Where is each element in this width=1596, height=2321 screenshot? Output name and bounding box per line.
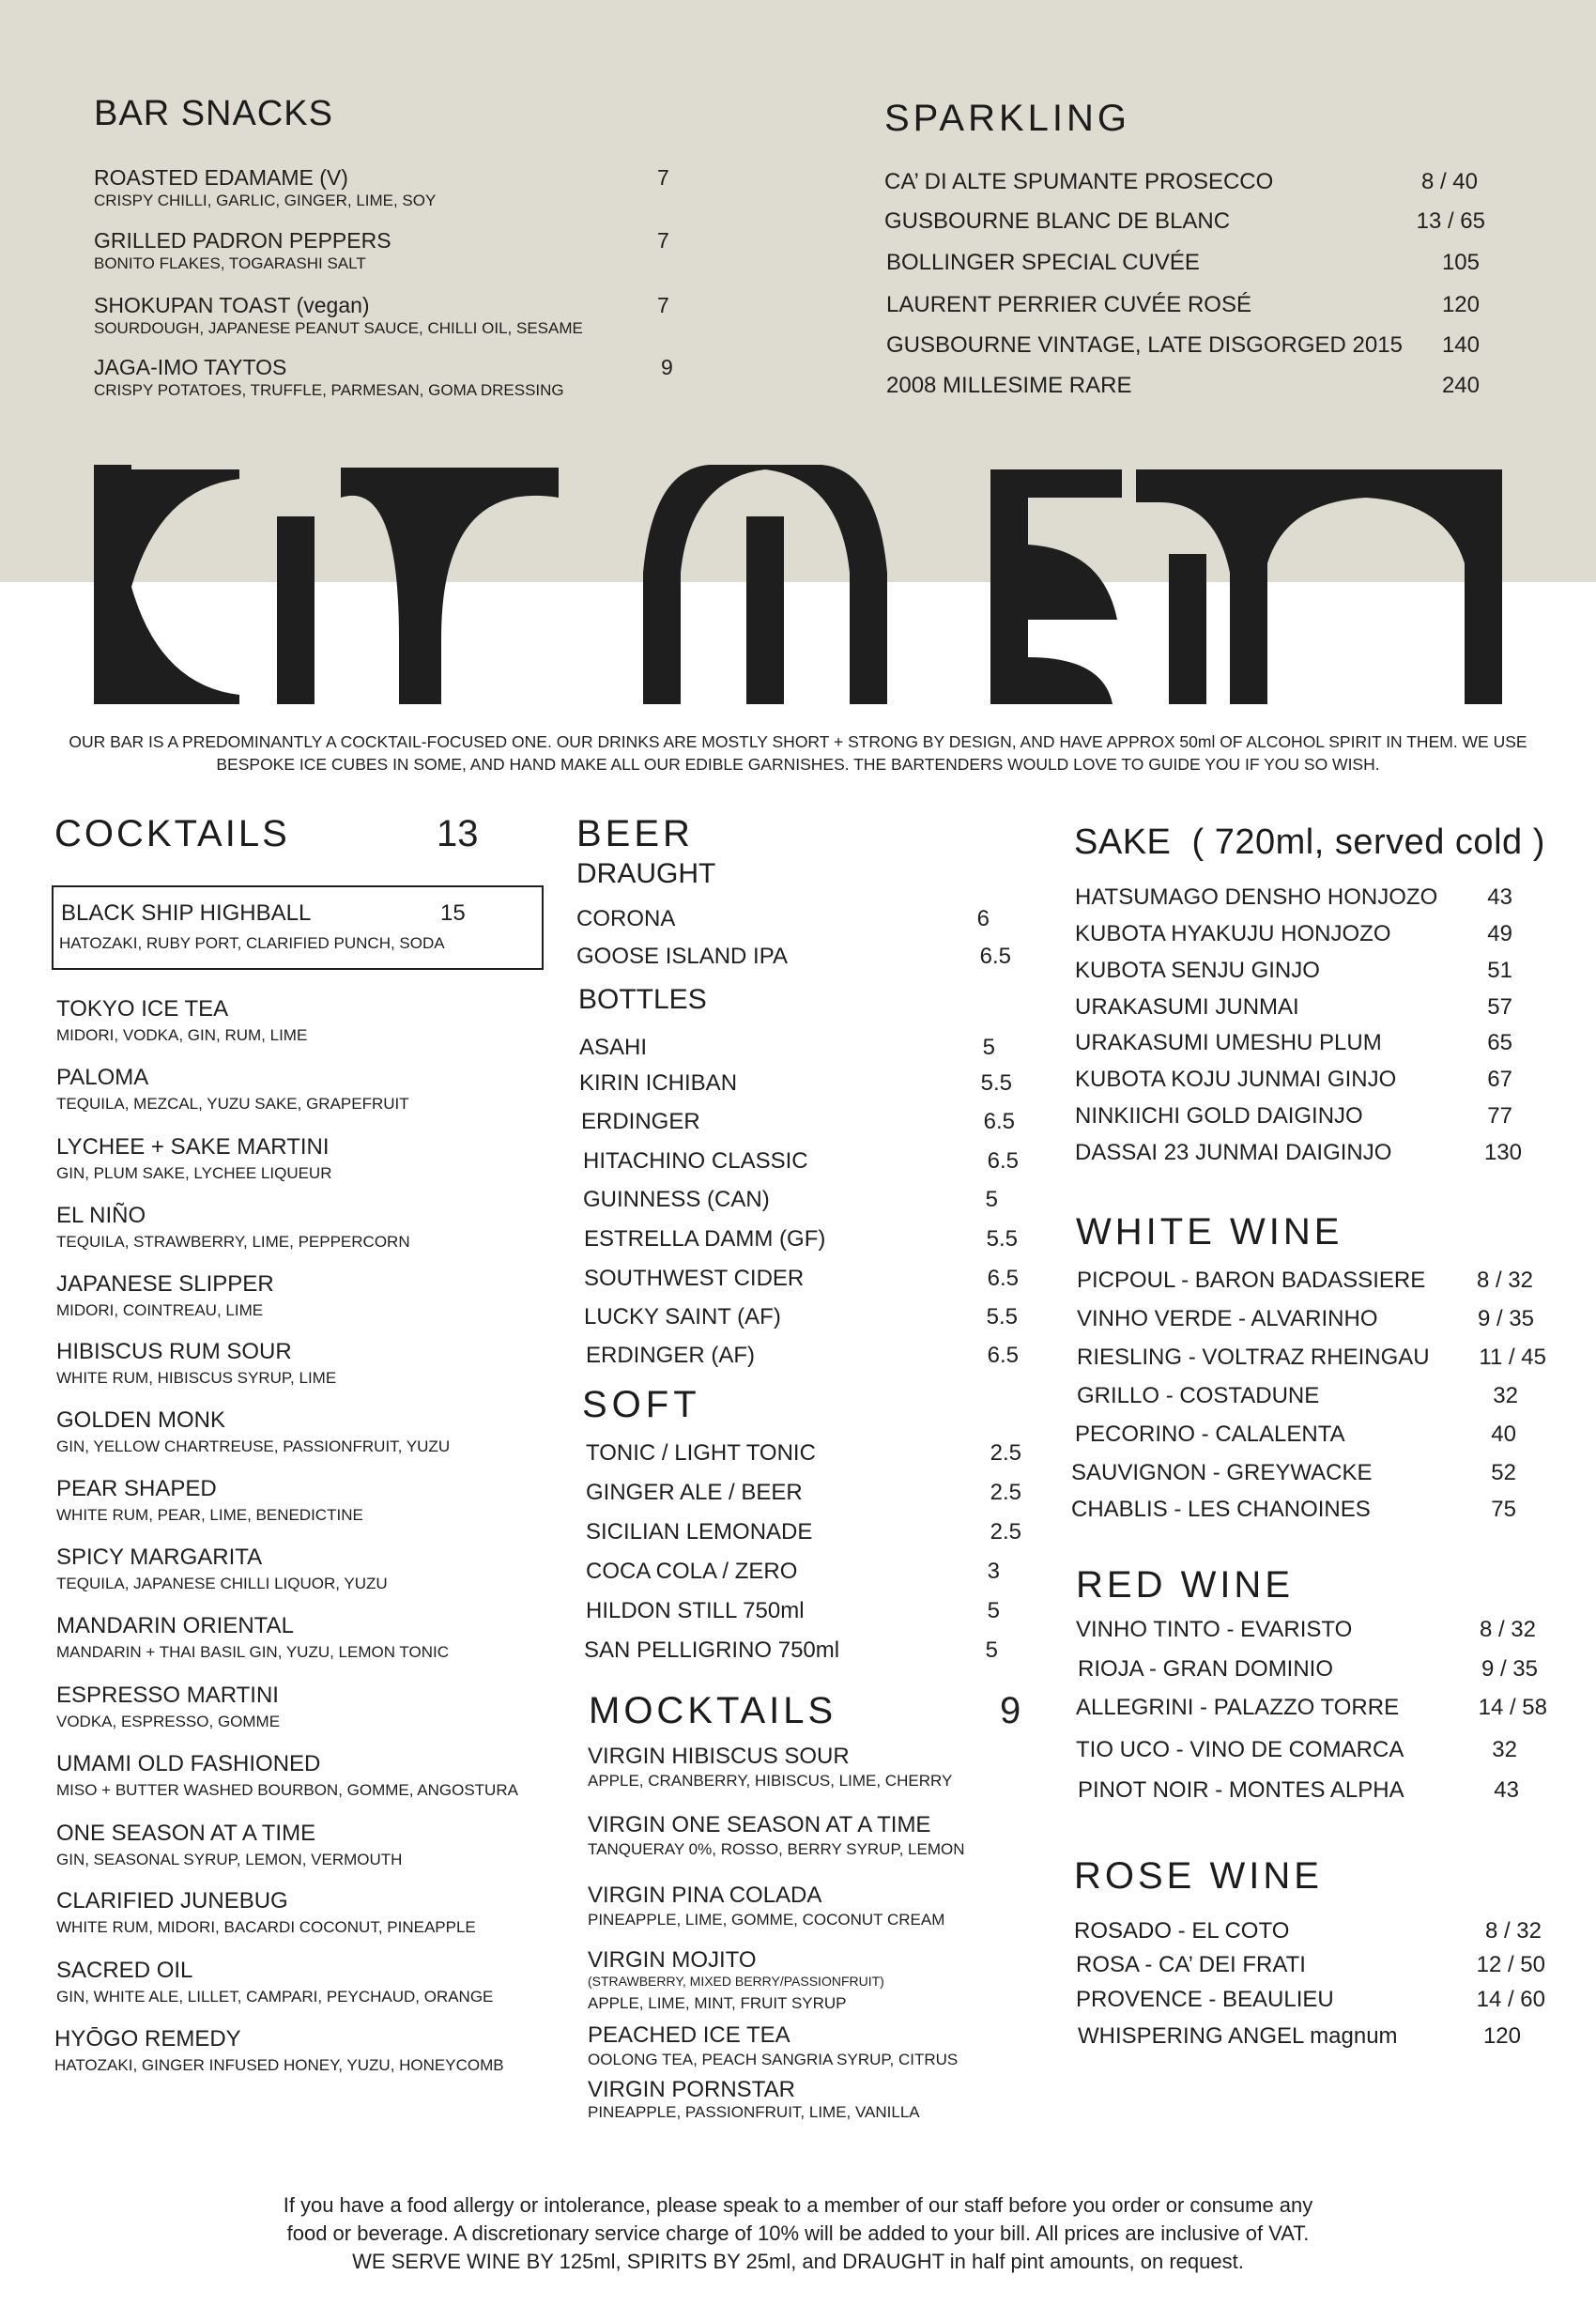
logo-letter-t1-right (399, 468, 559, 704)
item-name: GUINNESS (CAN) (583, 1187, 770, 1212)
item-name: VIRGIN ONE SEASON AT A TIME (588, 1812, 931, 1837)
list-item (1077, 1383, 1518, 1419)
list-item (583, 1148, 1019, 1186)
item-name: JAPANESE SLIPPER (56, 1271, 274, 1297)
logo-letter-e-middle (1028, 545, 1117, 620)
logo-letter-t2-stem (746, 516, 784, 704)
list-item (584, 1226, 1018, 1264)
item-description: BONITO FLAKES, TOGARASHI SALT (94, 254, 366, 272)
item-name: ROSA - CA’ DEI FRATI (1076, 1952, 1306, 1977)
item-name: 2008 MILLESIME RARE (886, 373, 1132, 398)
item-price: 8 / 32 (1476, 1268, 1533, 1293)
item-name: KUBOTA SENJU GINJO (1075, 958, 1320, 983)
list-item (56, 1339, 582, 1405)
item-name: VIRGIN PORNSTAR (588, 2077, 795, 2102)
item-price: 67 (1487, 1067, 1512, 1092)
item-description: GIN, WHITE ALE, LILLET, CAMPARI, PEYCHAUD, ORANGE (56, 1988, 494, 2006)
item-price: 105 (1441, 250, 1480, 275)
item-price: 52 (1491, 1460, 1516, 1485)
item-name: HILDON STILL 750ml (586, 1598, 805, 1623)
item-name: HITACHINO CLASSIC (583, 1148, 808, 1174)
item-price: 32 (1492, 1737, 1517, 1762)
item-price: 11 / 45 (1479, 1345, 1546, 1370)
list-item (94, 228, 676, 284)
item-description: WHITE RUM, MIDORI, BACARDI COCONUT, PINEAPPLE (56, 1918, 476, 1936)
list-item (1075, 884, 1512, 920)
item-price: 57 (1487, 994, 1512, 1020)
item-name: CLARIFIED JUNEBUG (56, 1888, 288, 1914)
item-name: PEAR SHAPED (56, 1476, 217, 1501)
cocktails-title: COCKTAILS (54, 813, 290, 854)
list-item (1074, 1918, 1542, 1954)
item-name: CHABLIS - LES CHANOINES (1071, 1497, 1371, 1522)
list-item (56, 1271, 582, 1337)
item-name: KUBOTA HYAKUJU HONJOZO (1075, 921, 1391, 946)
item-name: ROASTED EDAMAME (V) (94, 165, 348, 190)
rose-wine-title: ROSE WINE (1074, 1855, 1323, 1897)
soft-title: SOFT (582, 1384, 701, 1425)
list-item (1076, 1952, 1545, 1988)
item-name: ERDINGER (581, 1109, 700, 1134)
item-name: ALLEGRINI - PALAZZO TORRE (1076, 1695, 1400, 1720)
item-price: 14 / 60 (1476, 1987, 1545, 2012)
logo-letter-e-top (1028, 469, 1122, 498)
item-name: TONIC / LIGHT TONIC (586, 1440, 816, 1466)
item-name: ESTRELLA DAMM (GF) (584, 1226, 826, 1252)
list-item (588, 1947, 1076, 2015)
item-name: VIRGIN PINA COLADA (588, 1883, 822, 1908)
list-item (884, 169, 1478, 207)
item-description: PINEAPPLE, LIME, GOMME, COCONUT CREAM (588, 1911, 945, 1929)
item-name: SPICY MARGARITA (56, 1545, 263, 1570)
item-description: APPLE, LIME, MINT, FRUIT SYRUP (588, 1994, 847, 2012)
list-item (586, 1519, 1021, 1557)
item-name: PEACHED ICE TEA (588, 2022, 790, 2048)
item-name: KUBOTA KOJU JUNMAI GINJO (1075, 1067, 1397, 1092)
item-description: TEQUILA, JAPANESE CHILLI LIQUOR, YUZU (56, 1575, 388, 1592)
logo-letter-k-upper (131, 469, 239, 587)
list-item (584, 1637, 998, 1675)
list-item (581, 1109, 1015, 1146)
list-item (1076, 1695, 1547, 1730)
list-item (1075, 1030, 1512, 1066)
list-item (586, 1440, 1021, 1478)
list-item (56, 1545, 582, 1610)
list-item (1077, 1268, 1533, 1303)
item-price: 7 (657, 228, 669, 253)
list-item (886, 332, 1480, 370)
list-item (586, 1343, 1019, 1380)
item-price: 13 / 65 (1416, 208, 1485, 234)
item-price: 240 (1441, 373, 1480, 398)
item-name: TOKYO ICE TEA (56, 996, 229, 1022)
item-name: SICILIAN LEMONADE (586, 1519, 813, 1545)
footer-notice (141, 2191, 1455, 2276)
item-name: PECORINO - CALALENTA (1075, 1422, 1345, 1447)
item-price: 5.5 (986, 1304, 1018, 1330)
item-name: VINHO VERDE - ALVARINHO (1077, 1306, 1378, 1331)
item-description: CRISPY CHILLI, GARLIC, GINGER, LIME, SOY (94, 192, 437, 209)
item-price: 12 / 50 (1476, 1952, 1545, 1977)
item-description: GIN, PLUM SAKE, LYCHEE LIQUEUR (56, 1164, 332, 1182)
list-item (56, 1134, 582, 1200)
item-price: 120 (1482, 2023, 1521, 2049)
item-name: SACRED OIL (56, 1958, 193, 1983)
item-name: ERDINGER (AF) (586, 1343, 755, 1368)
list-item (56, 1613, 582, 1679)
logo-letter-i (277, 516, 315, 704)
item-name: SHOKUPAN TOAST (vegan) (94, 293, 370, 317)
red-wine-title: RED WINE (1076, 1564, 1294, 1606)
item-name: UMAMI OLD FASHIONED (56, 1751, 321, 1776)
item-description: SOURDOUGH, JAPANESE PEANUT SAUCE, CHILLI OIL, SESAME (94, 319, 583, 337)
item-name: MANDARIN ORIENTAL (56, 1613, 294, 1638)
item-name: GRILLED PADRON PEPPERS (94, 228, 391, 253)
item-price: 65 (1487, 1030, 1512, 1055)
mocktails-price: 9 (1000, 1690, 1021, 1731)
list-item (54, 2026, 580, 2092)
item-name: SOUTHWEST CIDER (584, 1266, 805, 1291)
kitten-logo (89, 460, 1507, 714)
item-price: 6.5 (979, 944, 1011, 969)
item-name: GUSBOURNE BLANC DE BLANC (884, 208, 1231, 234)
item-description: MIDORI, COINTREAU, LIME (56, 1301, 264, 1319)
item-description: MIDORI, VODKA, GIN, RUM, LIME (56, 1026, 308, 1044)
sake-title: SAKE ( 720ml, served cold ) (1074, 822, 1545, 862)
item-name: URAKASUMI UMESHU PLUM (1075, 1030, 1382, 1055)
item-name: GOOSE ISLAND IPA (576, 944, 788, 969)
list-item (884, 208, 1485, 246)
item-price: 43 (1487, 884, 1512, 910)
item-name: DASSAI 23 JUNMAI DAIGINJO (1075, 1140, 1392, 1165)
item-price: 2.5 (990, 1440, 1021, 1466)
item-name: GUSBOURNE VINTAGE, LATE DISGORGED 2015 (886, 332, 1403, 358)
intro-text: OUR BAR IS A PREDOMINANTLY A COCKTAIL-FOCUSED ONE. OUR DRINKS ARE MOSTLY SHORT + STRONG BY DESIGN, AND HAVE APPROX 50ml OF ALCOHOL SPIRIT IN THEM. WE USE BESPOKE ICE CUBES IN SOME, AND HAND MAKE ALL OUR EDIBLE GARNISHES. THE BARTENDERS WOULD LOVE TO GUIDE YOU IF YOU SO WISH. (69, 732, 1527, 774)
item-name: URAKASUMI JUNMAI (1075, 994, 1299, 1020)
list-item (886, 250, 1480, 287)
item-description: TEQUILA, STRAWBERRY, LIME, PEPPERCORN (56, 1233, 410, 1251)
item-price: 51 (1487, 958, 1512, 983)
item-name: ONE SEASON AT A TIME (56, 1821, 316, 1846)
item-name: GRILLO - COSTADUNE (1077, 1383, 1320, 1408)
item-description: OOLONG TEA, PEACH SANGRIA SYRUP, CITRUS (588, 2051, 959, 2068)
item-description: TEQUILA, MEZCAL, YUZU SAKE, GRAPEFRUIT (56, 1095, 409, 1113)
item-price: 6.5 (983, 1109, 1015, 1134)
list-item (586, 1598, 1000, 1636)
list-item (886, 373, 1480, 410)
item-name: CA’ DI ALTE SPUMANTE PROSECCO (884, 169, 1274, 194)
item-price: 32 (1493, 1383, 1518, 1408)
item-price: 14 / 58 (1478, 1695, 1547, 1720)
item-price: 5 (985, 1187, 998, 1212)
item-price: 5 (982, 1035, 995, 1060)
item-note: (STRAWBERRY, MIXED BERRY/PASSIONFRUIT) (588, 1974, 884, 1989)
item-name: VIRGIN HIBISCUS SOUR (588, 1744, 850, 1769)
item-price: 2.5 (990, 1519, 1021, 1545)
item-name: COCA COLA / ZERO (586, 1559, 798, 1584)
list-item (1077, 1306, 1534, 1342)
item-price: 8 / 32 (1484, 1918, 1542, 1944)
item-description: HATOZAKI, GINGER INFUSED HONEY, YUZU, HONEYCOMB (54, 2056, 504, 2074)
logo-letter-k-lower (131, 587, 239, 704)
list-item (1075, 1422, 1516, 1457)
item-name: NINKIICHI GOLD DAIGINJO (1075, 1103, 1363, 1129)
item-description: GIN, YELLOW CHARTREUSE, PASSIONFRUIT, YUZU (56, 1437, 451, 1455)
item-name: ESPRESSO MARTINI (56, 1683, 279, 1708)
item-price: 7 (657, 293, 669, 317)
item-price: 40 (1491, 1422, 1516, 1447)
item-name: GINGER ALE / BEER (586, 1480, 803, 1505)
item-price: 9 / 35 (1477, 1306, 1534, 1331)
item-name: KIRIN ICHIBAN (579, 1070, 738, 1096)
item-price: 140 (1441, 332, 1480, 358)
item-price: 6.5 (987, 1343, 1019, 1368)
list-item (1071, 1497, 1516, 1532)
list-item (56, 1683, 582, 1748)
item-name: EL NIÑO (56, 1203, 146, 1228)
footer-line: food or beverage. A discretionary service charge of 10% will be added to your bill. All prices are inclusive of VAT. (286, 2221, 1310, 2245)
item-description: TANQUERAY 0%, ROSSO, BERRY SYRUP, LEMON (588, 1840, 965, 1858)
mocktails-title: MOCKTAILS (589, 1690, 837, 1731)
item-description: WHITE RUM, PEAR, LIME, BENEDICTINE (56, 1506, 363, 1524)
list-item (576, 944, 1011, 981)
list-item (1078, 2023, 1521, 2059)
logo-letter-e-stem (990, 469, 1028, 704)
list-item (56, 996, 582, 1062)
item-name: RIOJA - GRAN DOMINIO (1078, 1656, 1334, 1682)
list-item (579, 1035, 995, 1072)
footer-line: WE SERVE WINE BY 125ml, SPIRITS BY 25ml, and DRAUGHT in half pint amounts, on request. (352, 2250, 1244, 2273)
list-item (584, 1266, 1019, 1303)
item-price: 77 (1487, 1103, 1512, 1129)
logo-letter-n-stem (1169, 554, 1206, 704)
bottles-subtitle: BOTTLES (578, 984, 707, 1015)
item-price: 6 (976, 906, 990, 931)
item-price: 5.5 (980, 1070, 1012, 1096)
item-description: PINEAPPLE, PASSIONFRUIT, LIME, VANILLA (588, 2103, 920, 2121)
draught-subtitle: DRAUGHT (576, 858, 716, 889)
item-price: 49 (1487, 921, 1512, 946)
item-name: HYŌGO REMEDY (54, 2026, 241, 2052)
list-item (886, 292, 1480, 330)
list-item (1071, 1460, 1516, 1496)
list-item (56, 1065, 582, 1130)
item-price: 130 (1483, 1140, 1522, 1165)
list-item (1078, 1656, 1538, 1692)
item-price: 120 (1441, 292, 1480, 317)
item-name: VINHO TINTO - EVARISTO (1076, 1617, 1353, 1642)
list-item (579, 1070, 1012, 1108)
item-name: LYCHEE + SAKE MARTINI (56, 1134, 330, 1160)
white-wine-title: WHITE WINE (1076, 1211, 1343, 1253)
list-item (56, 1751, 582, 1817)
item-price: 9 / 35 (1481, 1656, 1538, 1682)
item-name: PALOMA (56, 1065, 149, 1090)
item-description: VODKA, ESPRESSO, GOMME (56, 1713, 281, 1730)
item-name: PINOT NOIR - MONTES ALPHA (1078, 1777, 1404, 1803)
list-item (588, 2077, 1076, 2143)
list-item (56, 1958, 582, 2023)
item-price: 8 / 32 (1479, 1617, 1536, 1642)
item-description: GIN, SEASONAL SYRUP, LEMON, VERMOUTH (56, 1851, 403, 1868)
logo-letter-k-stem (94, 465, 131, 704)
list-item (56, 1203, 582, 1268)
list-item (94, 165, 676, 222)
item-name: LUCKY SAINT (AF) (584, 1304, 781, 1330)
item-price: 6.5 (987, 1148, 1019, 1174)
list-item (1075, 1067, 1512, 1102)
list-item (584, 1304, 1018, 1342)
item-price: 8 / 40 (1420, 169, 1478, 194)
list-item (1076, 1737, 1517, 1773)
list-item (94, 355, 676, 411)
item-price: 15 (440, 900, 466, 926)
item-description: HATOZAKI, RUBY PORT, CLARIFIED PUNCH, SODA (59, 934, 445, 952)
cocktails-price: 13 (437, 813, 479, 854)
item-price: 5 (987, 1598, 1000, 1623)
item-name: PICPOUL - BARON BADASSIERE (1077, 1268, 1426, 1293)
item-name: WHISPERING ANGEL magnum (1078, 2023, 1398, 2049)
item-name: TIO UCO - VINO DE COMARCA (1076, 1737, 1404, 1762)
item-description: MISO + BUTTER WASHED BOURBON, GOMME, ANGOSTURA (56, 1781, 518, 1799)
item-name: RIESLING - VOLTRAZ RHEINGAU (1077, 1345, 1430, 1370)
item-name: LAURENT PERRIER CUVÉE ROSÉ (886, 292, 1251, 317)
item-name: SAUVIGNON - GREYWACKE (1071, 1460, 1373, 1485)
list-item (588, 1883, 1076, 1948)
item-name: CORONA (576, 906, 676, 931)
featured-cocktail (52, 885, 544, 970)
item-name: PROVENCE - BEAULIEU (1076, 1987, 1334, 2012)
beer-title: BEER (576, 813, 694, 854)
list-item (588, 1744, 1076, 1809)
list-item (1075, 994, 1512, 1030)
item-price: 75 (1491, 1497, 1516, 1522)
item-description: APPLE, CRANBERRY, HIBISCUS, LIME, CHERRY (588, 1772, 953, 1790)
item-name: VIRGIN MOJITO (588, 1947, 757, 1973)
list-item (1078, 1777, 1519, 1813)
list-item (576, 906, 990, 944)
item-name: ROSADO - EL COTO (1074, 1918, 1290, 1944)
sparkling-title: SPARKLING (884, 98, 1130, 139)
list-item (1075, 1140, 1522, 1176)
item-name: GOLDEN MONK (56, 1407, 226, 1433)
list-item (586, 1559, 1000, 1596)
list-item (56, 1821, 582, 1886)
list-item (1076, 1987, 1545, 2022)
list-item (1075, 1103, 1512, 1139)
item-price: 9 (661, 355, 673, 379)
item-price: 3 (987, 1559, 1000, 1584)
list-item (1075, 921, 1512, 957)
footer-line: If you have a food allergy or intolerance, please speak to a member of our staff before you order or consume any (283, 2193, 1313, 2217)
item-name: JAGA-IMO TAYTOS (94, 355, 287, 379)
item-price: 5 (985, 1637, 998, 1663)
item-price: 2.5 (990, 1480, 1021, 1505)
list-item (588, 1812, 1076, 1878)
list-item (1076, 1617, 1536, 1652)
list-item (586, 1480, 1021, 1517)
bar-snacks-title: BAR SNACKS (94, 94, 333, 133)
list-item (1077, 1345, 1546, 1380)
item-name: HIBISCUS RUM SOUR (56, 1339, 292, 1364)
item-name: BLACK SHIP HIGHBALL (61, 900, 312, 926)
item-price: 5.5 (986, 1226, 1018, 1252)
item-name: SAN PELLIGRINO 750ml (584, 1637, 840, 1663)
list-item (94, 293, 676, 349)
item-name: ASAHI (579, 1035, 648, 1060)
list-item (56, 1407, 582, 1473)
item-price: 7 (657, 165, 669, 190)
item-description: CRISPY POTATOES, TRUFFLE, PARMESAN, GOMA DRESSING (94, 381, 564, 399)
item-price: 6.5 (987, 1266, 1019, 1291)
item-name: BOLLINGER SPECIAL CUVÉE (886, 250, 1200, 275)
item-description: MANDARIN + THAI BASIL GIN, YUZU, LEMON TONIC (56, 1643, 450, 1661)
list-item (1075, 958, 1512, 993)
item-description: WHITE RUM, HIBISCUS SYRUP, LIME (56, 1369, 337, 1387)
list-item (56, 1476, 582, 1542)
list-item (56, 1888, 582, 1954)
item-name: HATSUMAGO DENSHO HONJOZO (1075, 884, 1438, 910)
list-item (583, 1187, 998, 1224)
item-price: 43 (1494, 1777, 1519, 1803)
logo-letter-e-bottom (1028, 657, 1113, 704)
